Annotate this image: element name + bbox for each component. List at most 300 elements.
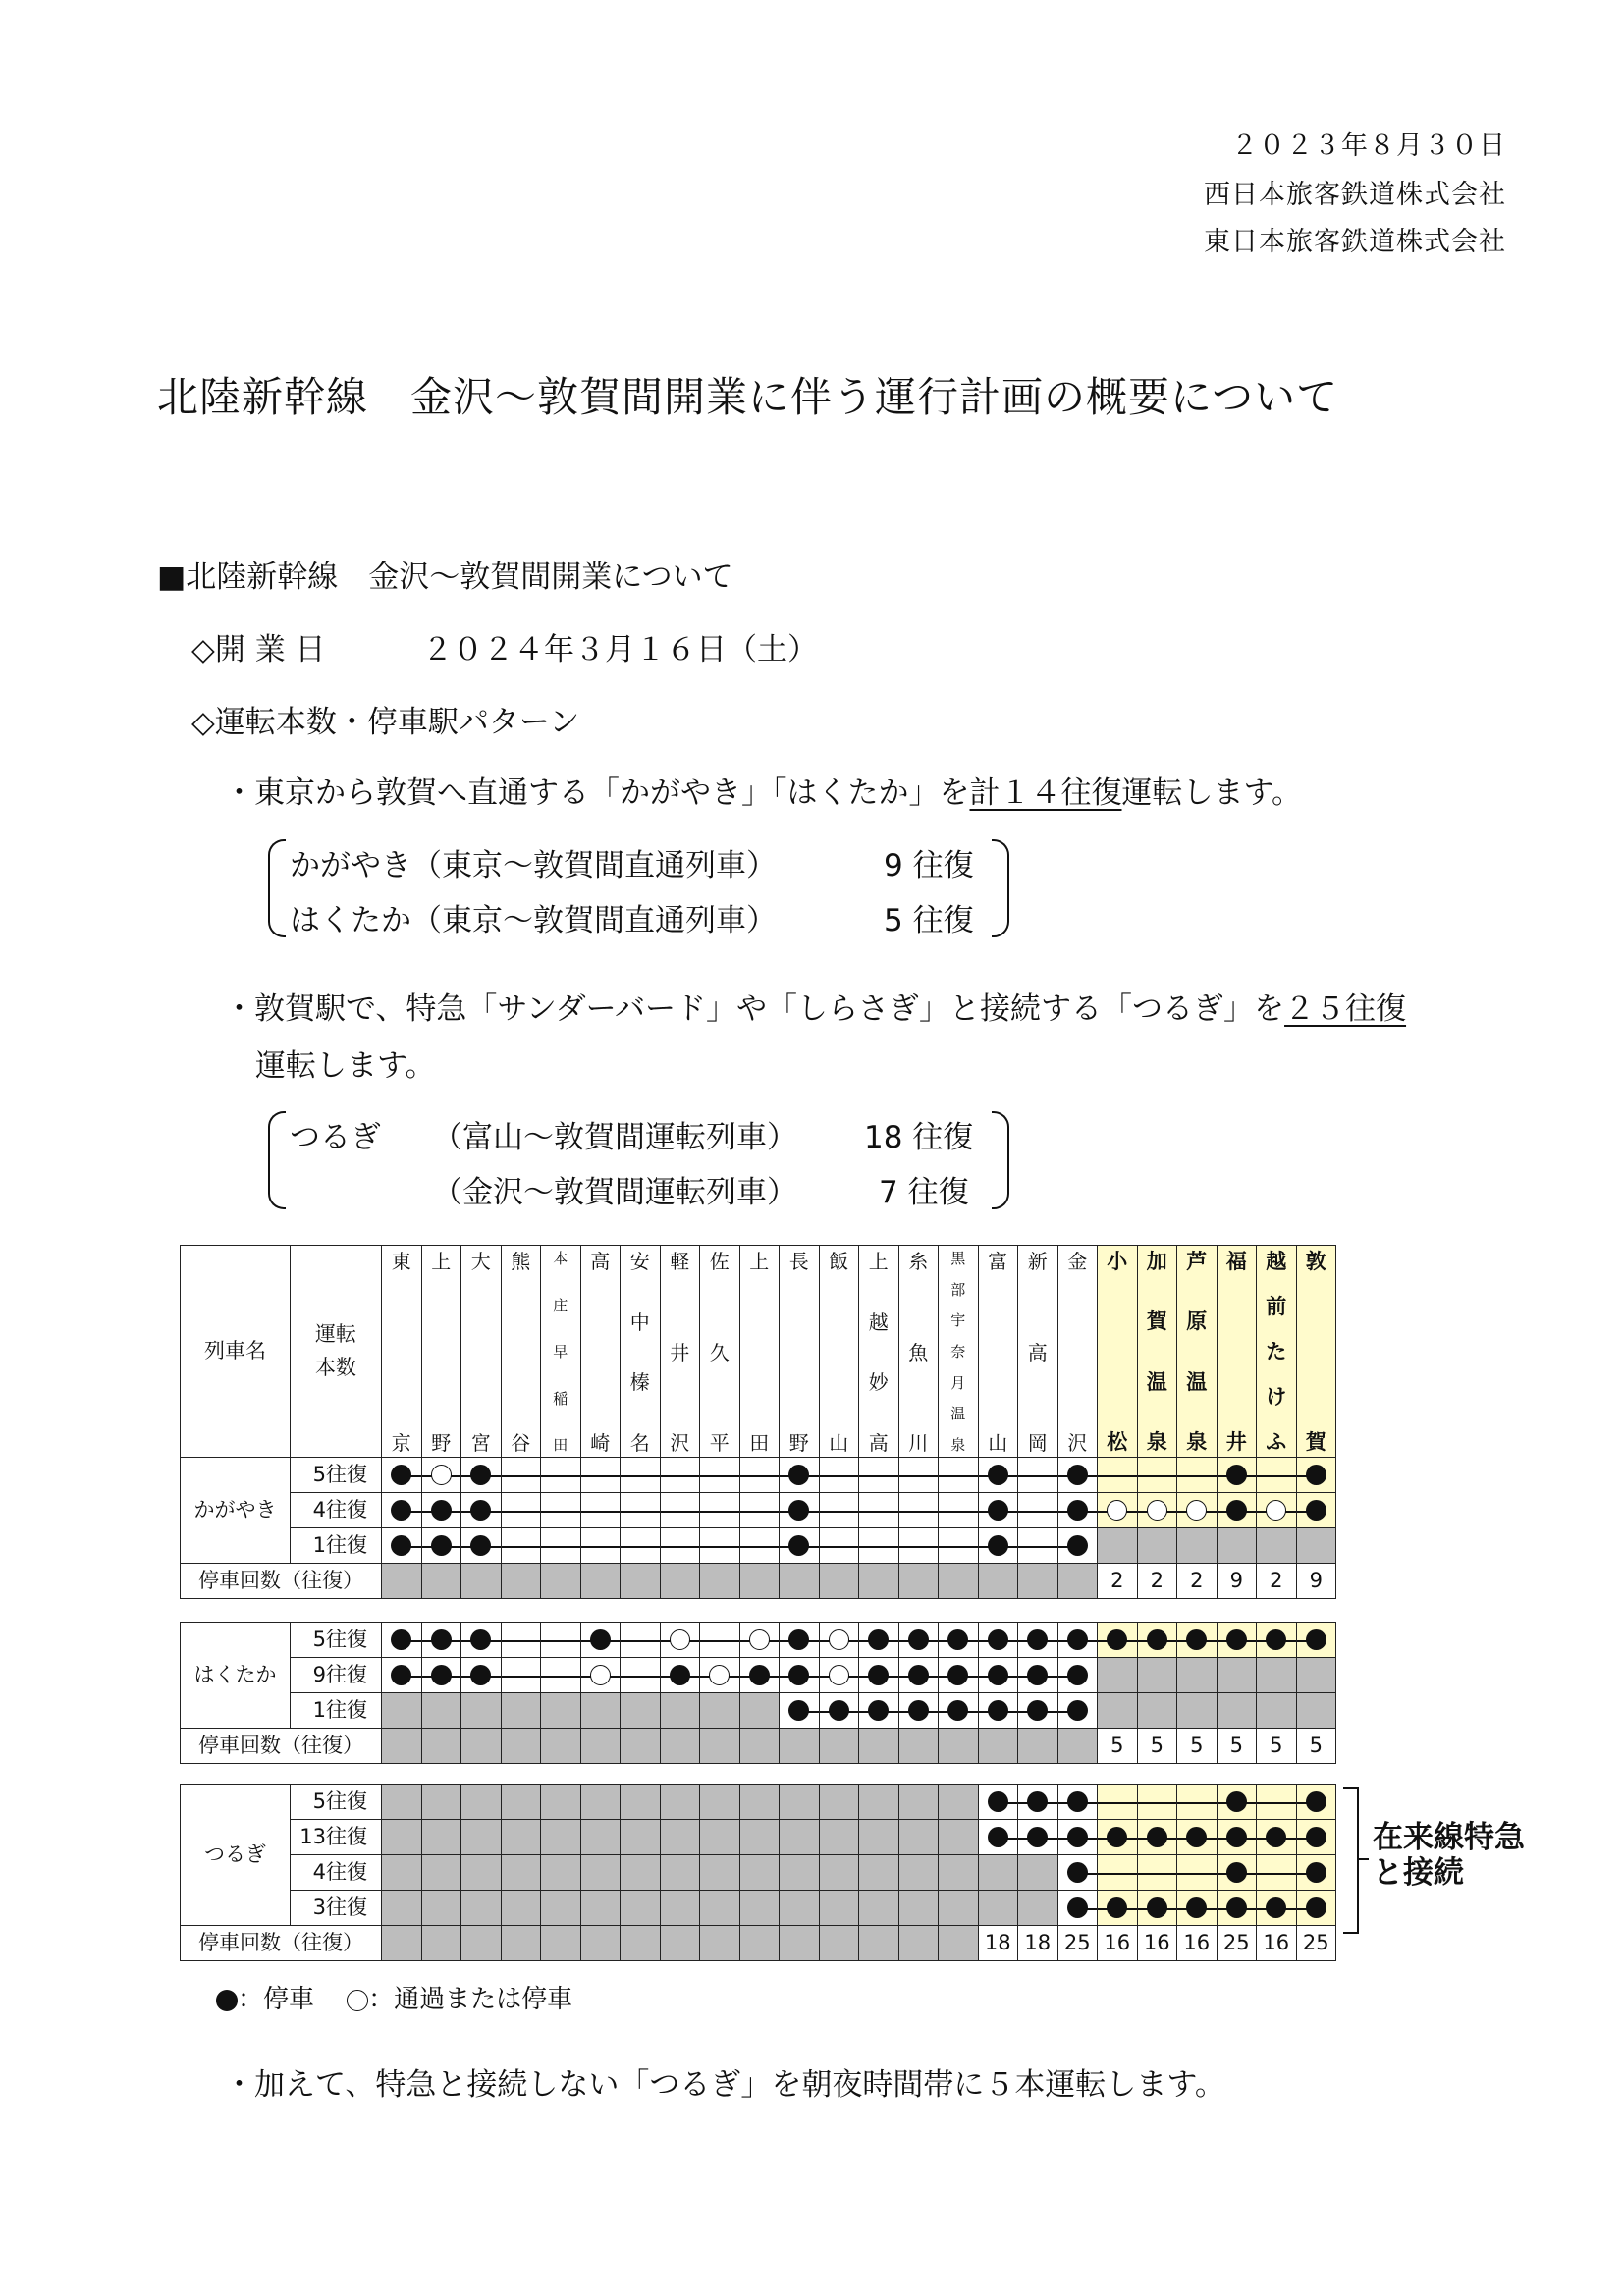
station-char: 松 — [1107, 1430, 1128, 1454]
stop-cell — [1296, 1458, 1336, 1493]
station-char: 山 — [988, 1431, 1008, 1455]
stop-cell — [1257, 1493, 1297, 1528]
stop-count — [859, 1729, 899, 1764]
brace2-count2: 7 往復 — [879, 1175, 969, 1210]
stop-cell — [621, 1458, 661, 1493]
pass-ring-icon — [431, 1465, 452, 1485]
stop-dot-icon — [1306, 1465, 1326, 1485]
stop-count: 25 — [1296, 1926, 1336, 1961]
station-header — [1177, 1246, 1218, 1458]
stop-cell — [780, 1528, 820, 1564]
stop-count — [660, 1926, 700, 1961]
stop-dot-icon — [670, 1665, 690, 1685]
stop-table-1 — [180, 1622, 1336, 1764]
station-char: 田 — [749, 1431, 770, 1455]
stop-cell — [382, 1785, 422, 1820]
stop-count — [541, 1926, 581, 1961]
station-char: 崎 — [590, 1431, 611, 1455]
stop-cell — [700, 1528, 740, 1564]
bullet2-underline: ２５往復 — [1284, 991, 1407, 1027]
stop-count: 2 — [1257, 1564, 1297, 1599]
station-char: 敦 — [1305, 1250, 1326, 1273]
stop-count — [501, 1564, 541, 1599]
stop-cell — [859, 1658, 899, 1693]
stop-cell — [1217, 1623, 1257, 1658]
stop-count — [819, 1729, 859, 1764]
stop-dot-icon — [470, 1629, 491, 1650]
stop-cell — [501, 1658, 541, 1693]
stop-cell — [621, 1693, 661, 1729]
stop-dot-icon — [868, 1665, 889, 1685]
stop-cell — [1018, 1820, 1058, 1855]
station-char: 井 — [670, 1340, 690, 1364]
stop-count: 9 — [1217, 1564, 1257, 1599]
stop-dot-icon — [1306, 1897, 1326, 1918]
stop-cell — [1257, 1528, 1297, 1564]
stop-cell — [461, 1785, 502, 1820]
stop-table-2 — [180, 1784, 1336, 1961]
stop-dot-icon — [1067, 1629, 1088, 1650]
stop-cell — [421, 1785, 461, 1820]
stop-cell — [1177, 1493, 1218, 1528]
stop-cell — [898, 1658, 939, 1693]
stop-cell — [819, 1623, 859, 1658]
run-count: 5往復 — [291, 1623, 382, 1658]
stop-cell — [859, 1528, 899, 1564]
stop-cell — [700, 1493, 740, 1528]
stop-cell — [1057, 1855, 1098, 1891]
stop-dot-icon — [1306, 1791, 1326, 1812]
brace1-hakutaka: はくたか（東京～敦賀間直通列車） — [290, 903, 777, 938]
stop-count — [898, 1729, 939, 1764]
station-char: 東 — [391, 1250, 411, 1273]
station-char: 糸 — [908, 1250, 929, 1273]
station-char: 原 — [1186, 1309, 1208, 1334]
pass-ring-icon — [749, 1629, 770, 1650]
stop-cell — [1057, 1658, 1098, 1693]
stop-cell — [541, 1785, 581, 1820]
stop-dot-icon — [1147, 1897, 1167, 1918]
station-header — [1137, 1246, 1177, 1458]
stop-count: 5 — [1257, 1729, 1297, 1764]
stop-cell — [939, 1623, 979, 1658]
stop-cell — [1137, 1855, 1177, 1891]
stop-count — [1057, 1564, 1098, 1599]
stop-cell — [739, 1658, 780, 1693]
stop-cell — [1018, 1693, 1058, 1729]
stop-cell — [501, 1458, 541, 1493]
stop-count: 18 — [1018, 1926, 1058, 1961]
stop-count — [819, 1926, 859, 1961]
stop-cell — [1018, 1458, 1058, 1493]
station-char: 京 — [391, 1431, 411, 1455]
stop-cell — [1137, 1820, 1177, 1855]
stop-cell — [1057, 1623, 1098, 1658]
stop-cell — [1137, 1493, 1177, 1528]
stop-cell — [1057, 1785, 1098, 1820]
station-char: 芦 — [1186, 1250, 1208, 1273]
stop-cell — [700, 1785, 740, 1820]
stop-count — [541, 1564, 581, 1599]
brace2-tsurugi: つるぎ — [290, 1120, 381, 1155]
stop-cell — [621, 1785, 661, 1820]
stop-cell — [421, 1458, 461, 1493]
stop-cell — [1098, 1891, 1138, 1926]
bullet1-post: 運転します。 — [1121, 775, 1303, 811]
stop-dot-icon — [1027, 1791, 1048, 1812]
stop-count — [501, 1926, 541, 1961]
brace2-count1: 18 往復 — [864, 1120, 974, 1155]
stop-count — [739, 1564, 780, 1599]
stop-cell — [978, 1658, 1018, 1693]
stop-count — [978, 1564, 1018, 1599]
legend-pass-text: ：通過または停車 — [368, 1985, 573, 2014]
brace2-route1: （富山～敦賀間運転列車） — [432, 1120, 797, 1155]
stop-count: 25 — [1057, 1926, 1098, 1961]
stop-cell — [1217, 1891, 1257, 1926]
stop-cell — [1018, 1528, 1058, 1564]
stop-cell — [780, 1820, 820, 1855]
stop-cell — [1137, 1891, 1177, 1926]
stop-cell — [1137, 1623, 1177, 1658]
stop-cell — [1057, 1493, 1098, 1528]
stop-cell — [621, 1528, 661, 1564]
stop-dot-icon — [391, 1629, 411, 1650]
stop-cell — [859, 1785, 899, 1820]
bullet2-text: ・敦賀駅で、特急「サンダーバード」や「しらさぎ」と接続する「つるぎ」を — [224, 991, 1285, 1027]
stop-cell — [1296, 1785, 1336, 1820]
stop-cell — [541, 1693, 581, 1729]
station-char: 泉 — [1146, 1429, 1167, 1454]
stop-cell — [780, 1891, 820, 1926]
stop-dot-icon — [391, 1465, 411, 1485]
stop-cell — [541, 1891, 581, 1926]
stop-count: 5 — [1137, 1729, 1177, 1764]
stop-count: 16 — [1137, 1926, 1177, 1961]
stop-cell — [1177, 1693, 1218, 1729]
stop-cell — [660, 1785, 700, 1820]
station-header — [978, 1246, 1018, 1458]
station-header — [1018, 1246, 1058, 1458]
stop-count — [621, 1926, 661, 1961]
stop-count — [461, 1926, 502, 1961]
stop-cell — [461, 1623, 502, 1658]
station-char: 久 — [709, 1340, 730, 1364]
station-char: 名 — [629, 1430, 650, 1455]
stop-cell — [1296, 1891, 1336, 1926]
stop-count-row — [181, 1926, 1336, 1961]
table-row — [181, 1458, 1336, 1493]
stop-cell — [939, 1693, 979, 1729]
stop-dot-icon — [470, 1665, 491, 1685]
station-char: 奈 — [950, 1342, 966, 1361]
station-char: 佐 — [709, 1250, 730, 1273]
stop-cell — [660, 1458, 700, 1493]
stop-count: 2 — [1177, 1564, 1218, 1599]
station-header — [1257, 1246, 1297, 1458]
run-count: 1往復 — [291, 1693, 382, 1729]
stop-cell — [461, 1693, 502, 1729]
stop-dot-icon — [470, 1465, 491, 1485]
stop-cell — [859, 1458, 899, 1493]
stop-cell — [541, 1623, 581, 1658]
stop-dot-icon — [1226, 1827, 1247, 1847]
stop-cell — [382, 1891, 422, 1926]
stop-cell — [1296, 1693, 1336, 1729]
stop-dot-icon — [1067, 1465, 1088, 1485]
pass-ring-icon — [829, 1629, 849, 1650]
stop-dot-icon — [1266, 1629, 1286, 1650]
stop-count: 16 — [1257, 1926, 1297, 1961]
stop-cell — [859, 1693, 899, 1729]
stop-dot-icon — [1306, 1862, 1326, 1883]
brace1-hakutaka-count: 5 往復 — [884, 903, 974, 938]
stop-cell — [660, 1891, 700, 1926]
station-char: 宇 — [950, 1311, 966, 1330]
station-header — [939, 1246, 979, 1458]
station-char: 谷 — [511, 1431, 531, 1455]
train-name: つるぎ — [181, 1785, 291, 1926]
stop-cell — [580, 1785, 621, 1820]
station-char: 安 — [629, 1250, 650, 1273]
stop-count — [621, 1564, 661, 1599]
stop-count — [739, 1729, 780, 1764]
table-row — [181, 1785, 1336, 1820]
stop-dot-icon — [1306, 1500, 1326, 1521]
stop-cell — [580, 1855, 621, 1891]
stop-dot-icon — [1027, 1827, 1048, 1847]
table-row — [181, 1891, 1336, 1926]
stop-cell — [978, 1785, 1018, 1820]
company-west: 西日本旅客鉄道株式会社 — [1204, 180, 1506, 210]
brace1-kagayaki-count: 9 往復 — [884, 848, 974, 883]
station-char: 高 — [590, 1250, 611, 1273]
table-row — [181, 1693, 1336, 1729]
stop-count: 16 — [1177, 1926, 1218, 1961]
stop-cell — [1177, 1528, 1218, 1564]
station-header — [541, 1246, 581, 1458]
stop-cell — [1137, 1528, 1177, 1564]
stop-cell — [978, 1820, 1018, 1855]
station-char: 温 — [1146, 1369, 1167, 1394]
stop-cell — [1177, 1658, 1218, 1693]
stop-cell — [1018, 1785, 1058, 1820]
stop-count — [580, 1564, 621, 1599]
station-char: 長 — [788, 1250, 809, 1273]
legend-pass-ring-icon — [347, 1990, 368, 2011]
stop-cell — [501, 1528, 541, 1564]
stop-count: 5 — [1296, 1729, 1336, 1764]
stop-cell — [660, 1493, 700, 1528]
stop-dot-icon — [947, 1665, 968, 1685]
station-char: 上 — [749, 1250, 770, 1273]
stop-cell — [501, 1785, 541, 1820]
stop-count — [898, 1564, 939, 1599]
stop-count-row — [181, 1564, 1336, 1599]
stop-count — [621, 1729, 661, 1764]
run-count: 1往復 — [291, 1528, 382, 1564]
stop-cell — [1177, 1820, 1218, 1855]
station-char: 野 — [788, 1431, 809, 1455]
stop-dot-icon — [1107, 1897, 1127, 1918]
stop-count: 5 — [1177, 1729, 1218, 1764]
stop-cell — [1098, 1528, 1138, 1564]
connection-brace — [1343, 1787, 1359, 1934]
station-header — [1098, 1246, 1138, 1458]
stop-cell — [421, 1493, 461, 1528]
stop-count — [939, 1564, 979, 1599]
stop-cell — [819, 1693, 859, 1729]
bullet1-underline: 計１４往復 — [969, 775, 1122, 811]
stop-dot-icon — [1306, 1827, 1326, 1847]
company-east: 東日本旅客鉄道株式会社 — [1204, 227, 1506, 257]
stop-cell — [739, 1785, 780, 1820]
stop-cell — [898, 1891, 939, 1926]
stop-cell — [1018, 1493, 1058, 1528]
brace-left-2 — [268, 1111, 286, 1209]
stop-cell — [739, 1458, 780, 1493]
stop-cell — [700, 1693, 740, 1729]
pass-ring-icon — [829, 1665, 849, 1685]
stop-cell — [660, 1528, 700, 1564]
stop-cell — [461, 1820, 502, 1855]
stop-cell — [1098, 1820, 1138, 1855]
stop-cell — [1217, 1785, 1257, 1820]
stop-cell — [621, 1855, 661, 1891]
pass-ring-icon — [1107, 1500, 1127, 1521]
stop-dot-icon — [1067, 1897, 1088, 1918]
stop-cell — [978, 1493, 1018, 1528]
brace-left — [268, 839, 286, 937]
run-count: 9往復 — [291, 1658, 382, 1693]
stop-count: 2 — [1098, 1564, 1138, 1599]
stop-cell — [382, 1820, 422, 1855]
station-char: 田 — [553, 1436, 568, 1454]
stop-cell — [898, 1693, 939, 1729]
stop-cell — [978, 1528, 1018, 1564]
opening-date: ２０２４年３月１６日（土） — [422, 632, 818, 667]
stop-count — [819, 1564, 859, 1599]
stop-cell — [501, 1891, 541, 1926]
stop-dot-icon — [1226, 1629, 1247, 1650]
stop-dot-icon — [1107, 1629, 1127, 1650]
station-char: 黒 — [950, 1250, 966, 1267]
stop-count: 5 — [1217, 1729, 1257, 1764]
stop-dot-icon — [1186, 1629, 1207, 1650]
station-header — [1217, 1246, 1257, 1458]
station-header — [1296, 1246, 1336, 1458]
station-char: 大 — [470, 1250, 491, 1273]
stop-cell — [580, 1658, 621, 1693]
station-char: ふ — [1266, 1430, 1287, 1454]
stop-dot-icon — [947, 1700, 968, 1721]
station-header — [898, 1246, 939, 1458]
stop-cell — [939, 1528, 979, 1564]
stop-cell — [382, 1855, 422, 1891]
stop-cell — [1257, 1785, 1297, 1820]
run-count: 4往復 — [291, 1493, 382, 1528]
stop-count — [780, 1729, 820, 1764]
table-row — [181, 1493, 1336, 1528]
station-char: 温 — [950, 1405, 966, 1423]
stop-cell — [382, 1458, 422, 1493]
stop-cell — [1018, 1623, 1058, 1658]
brace2-route2: （金沢～敦賀間運転列車） — [432, 1175, 797, 1210]
stop-dot-icon — [1226, 1862, 1247, 1883]
station-char: 早 — [553, 1343, 568, 1361]
station-char: 月 — [950, 1373, 966, 1392]
stop-cell — [1257, 1855, 1297, 1891]
stop-dot-icon — [988, 1535, 1008, 1556]
stop-cell — [939, 1493, 979, 1528]
stop-cell — [1296, 1855, 1336, 1891]
stop-cell — [1217, 1820, 1257, 1855]
stop-dot-icon — [988, 1629, 1008, 1650]
station-header — [461, 1246, 502, 1458]
table-row — [181, 1820, 1336, 1855]
stop-cell — [700, 1855, 740, 1891]
stop-cell — [1057, 1458, 1098, 1493]
stop-dot-icon — [431, 1665, 452, 1685]
pattern-heading: ◇運転本数・停車駅パターン — [191, 705, 580, 740]
stop-cell — [1177, 1855, 1218, 1891]
stop-dot-icon — [391, 1500, 411, 1521]
stop-cell — [541, 1658, 581, 1693]
station-char: 沢 — [1067, 1431, 1088, 1455]
stop-dot-icon — [1266, 1897, 1286, 1918]
stop-dot-icon — [1067, 1500, 1088, 1521]
station-header — [1057, 1246, 1098, 1458]
stop-cell — [541, 1528, 581, 1564]
stop-cell — [382, 1658, 422, 1693]
stop-dot-icon — [1067, 1827, 1088, 1847]
stop-dot-icon — [1226, 1465, 1247, 1485]
stop-cell — [939, 1658, 979, 1693]
stop-cell — [621, 1493, 661, 1528]
stop-table-0 — [180, 1245, 1336, 1599]
station-char: 泉 — [1186, 1429, 1208, 1454]
stop-dot-icon — [868, 1700, 889, 1721]
bullet1-text: ・東京から敦賀へ直通する「かがやき」「はくたか」を — [224, 775, 970, 811]
station-char: 熊 — [511, 1250, 531, 1273]
stop-count — [461, 1729, 502, 1764]
stop-count — [780, 1926, 820, 1961]
stop-cell — [1257, 1458, 1297, 1493]
stop-dot-icon — [749, 1665, 770, 1685]
stop-cell — [898, 1855, 939, 1891]
stop-dot-icon — [1067, 1791, 1088, 1812]
stop-cell — [1137, 1458, 1177, 1493]
bullet-direct-trains — [224, 768, 1302, 812]
station-char: 部 — [950, 1280, 966, 1299]
stop-cell — [700, 1658, 740, 1693]
stop-cell — [1098, 1458, 1138, 1493]
stop-cell — [1137, 1785, 1177, 1820]
stop-dot-icon — [431, 1500, 452, 1521]
station-char: 山 — [829, 1431, 849, 1455]
stop-cell — [1177, 1458, 1218, 1493]
stop-count — [859, 1926, 899, 1961]
stop-cell — [461, 1493, 502, 1528]
stop-cell — [1296, 1493, 1336, 1528]
stop-count — [541, 1729, 581, 1764]
stop-cell — [621, 1820, 661, 1855]
stop-dot-icon — [988, 1827, 1008, 1847]
stop-dot-icon — [988, 1465, 1008, 1485]
stop-cell — [939, 1891, 979, 1926]
stop-cell — [1296, 1528, 1336, 1564]
stop-cell — [780, 1623, 820, 1658]
